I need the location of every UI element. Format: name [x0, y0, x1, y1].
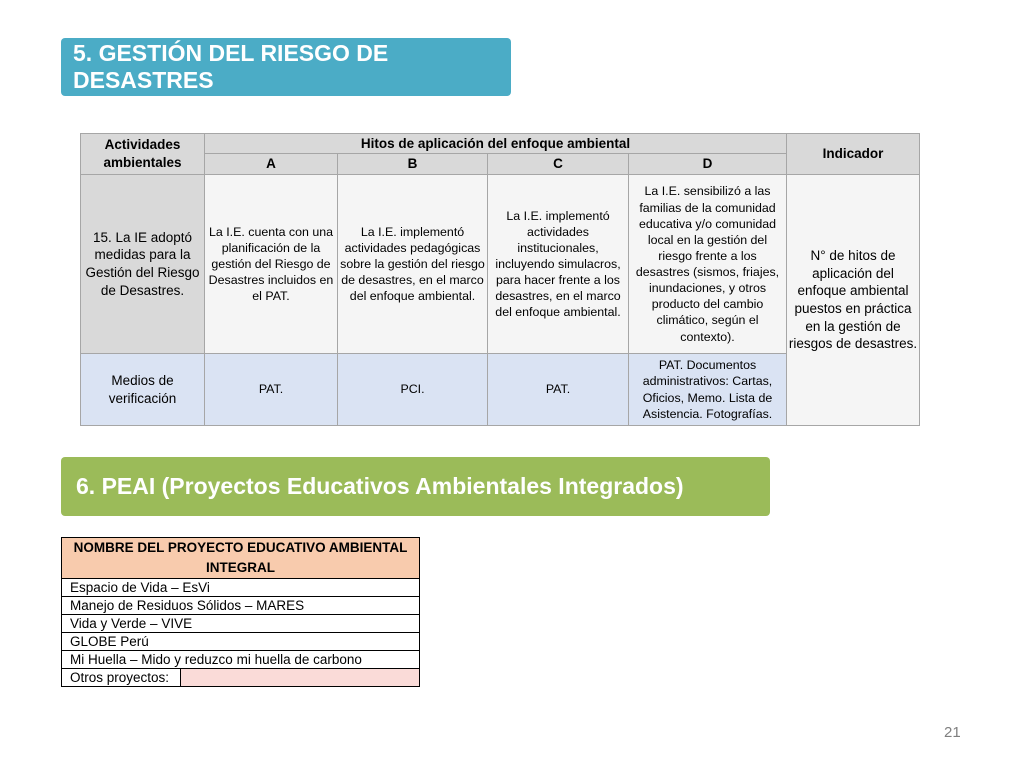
- subheader-a: A: [205, 154, 338, 175]
- subheader-b: B: [338, 154, 488, 175]
- project-row: Vida y Verde – VIVE: [62, 615, 420, 633]
- medio-d-cell: PAT. Documentos administrativos: Cartas, Oficios, Memo. Lista de Asistencia. Fotografías.: [629, 354, 787, 426]
- hito-b-cell: La I.E. implementó actividades pedagógicas sobre la gestión del riesgo de desastres, en el marco del enfoque ambiental.: [338, 175, 488, 354]
- section-5-banner: [61, 38, 511, 96]
- projects-header: NOMBRE DEL PROYECTO EDUCATIVO AMBIENTAL INTEGRAL: [62, 538, 420, 579]
- subheader-c: C: [488, 154, 629, 175]
- other-projects-field[interactable]: [181, 669, 420, 687]
- peai-projects-table: [61, 537, 420, 687]
- project-row: Mi Huella – Mido y reduzco mi huella de carbono: [62, 651, 420, 669]
- medios-label-cell: Medios de verificación: [81, 354, 205, 426]
- section-6-banner: [61, 457, 770, 516]
- activity-cell: 15. La IE adoptó medidas para la Gestión del Riesgo de Desastres.: [81, 175, 205, 354]
- header-indicator: Indicador: [787, 134, 920, 175]
- hito-c-cell: La I.E. implementó actividades institucionales, incluyendo simulacros, para hacer frente a los desastres, en el marco del enfoque ambiental.: [488, 175, 629, 354]
- project-row: Espacio de Vida – EsVi: [62, 579, 420, 597]
- project-row: Manejo de Residuos Sólidos – MARES: [62, 597, 420, 615]
- section-6-title: 6. PEAI (Proyectos Educativos Ambientales Integrados): [76, 473, 684, 499]
- hito-a-cell: La I.E. cuenta con una planificación de la gestión del Riesgo de Desastres incluidos en el PAT.: [205, 175, 338, 354]
- project-row: GLOBE Perú: [62, 633, 420, 651]
- page-number: 21: [944, 724, 961, 741]
- risk-management-table: [80, 133, 920, 426]
- medio-c-cell: PAT.: [488, 354, 629, 426]
- other-projects-label: Otros proyectos:: [62, 669, 181, 687]
- section-5-title: 5. GESTIÓN DEL RIESGO DE DESASTRES: [73, 40, 389, 93]
- indicator-cell: N° de hitos de aplicación del enfoque ambiental puestos en práctica en la gestión de riesgos de desastres.: [787, 175, 920, 426]
- hito-d-cell: La I.E. sensibilizó a las familias de la comunidad educativa y/o comunidad local en la gestión del riesgo frente a los desastres (sismos, friajes, inundaciones, y otros producto del cambio climático, según el contexto).: [629, 175, 787, 354]
- header-activities: Actividades ambientales: [81, 134, 205, 175]
- header-hitos: Hitos de aplicación del enfoque ambiental: [205, 134, 787, 154]
- medio-a-cell: PAT.: [205, 354, 338, 426]
- medio-b-cell: PCI.: [338, 354, 488, 426]
- subheader-d: D: [629, 154, 787, 175]
